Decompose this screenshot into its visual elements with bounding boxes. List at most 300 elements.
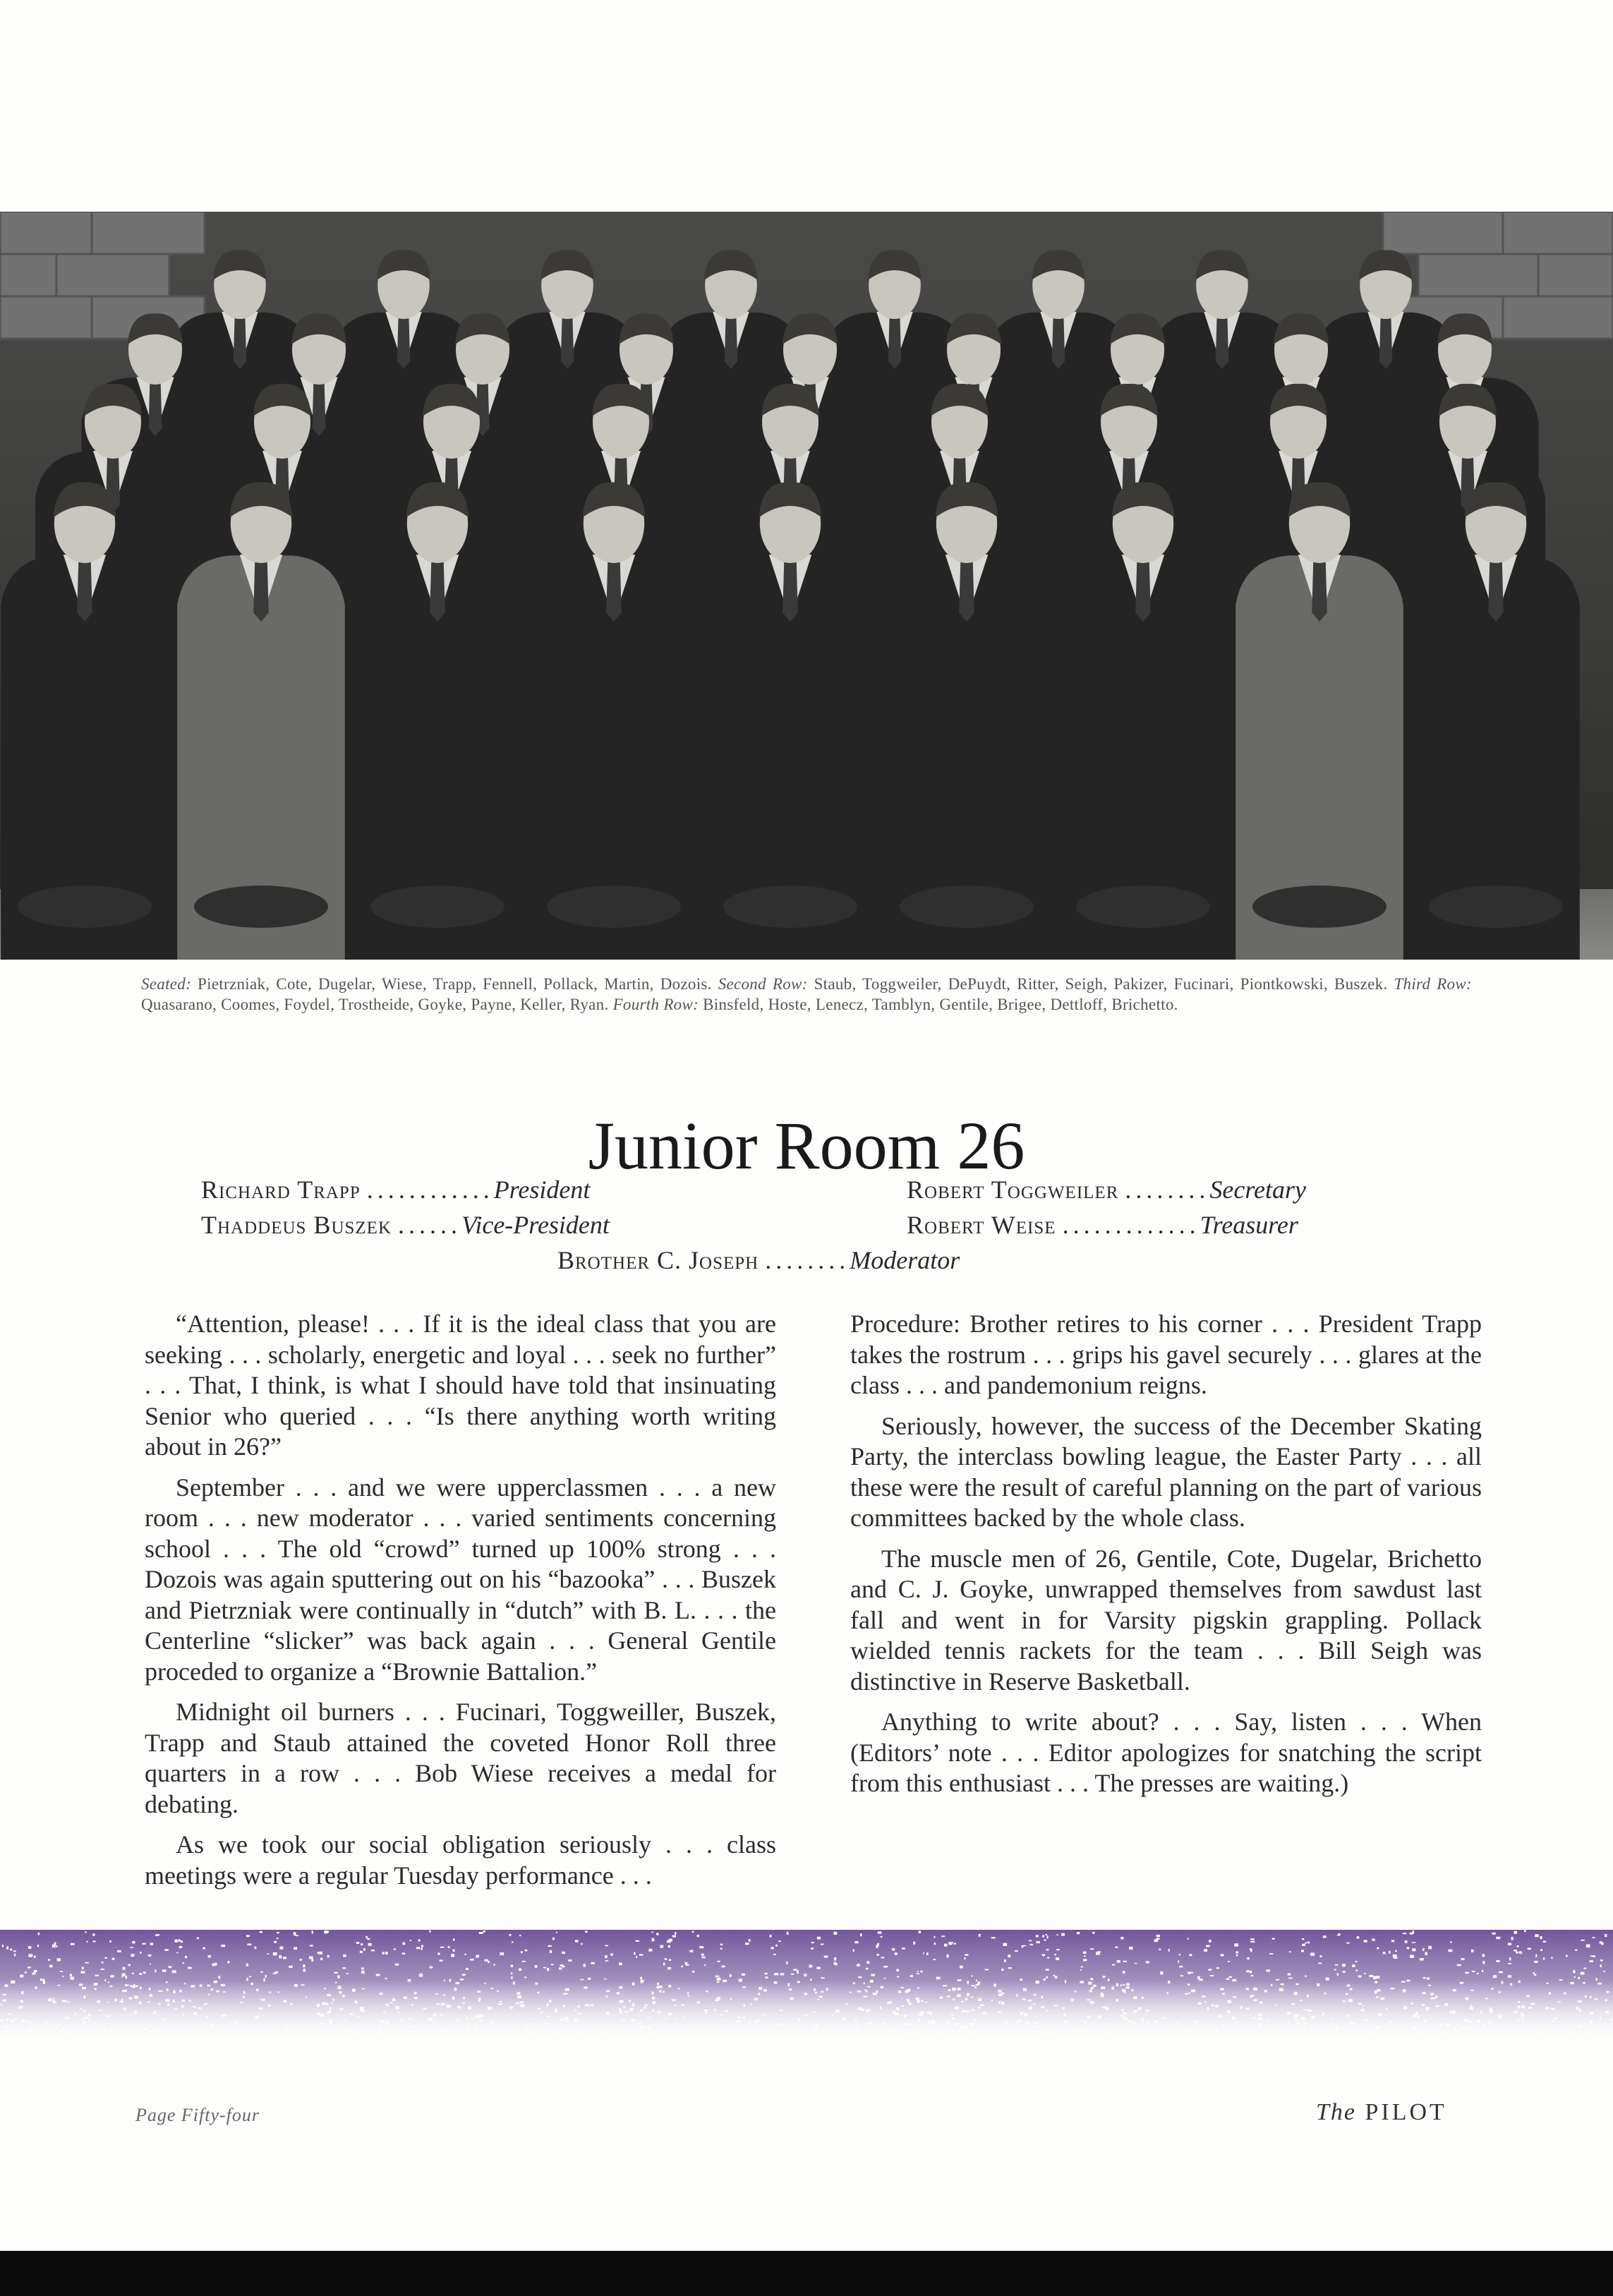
stipple-dot: [652, 1997, 655, 2000]
stipple-dot: [1277, 2030, 1279, 2033]
stipple-dot: [83, 2010, 85, 2012]
stipple-dot: [636, 1956, 637, 1958]
stipple-dot: [835, 1963, 838, 1966]
stipple-dot: [516, 2002, 519, 2004]
stipple-dot: [555, 2011, 557, 2014]
stipple-dot: [920, 2012, 924, 2014]
stipple-dot: [883, 2039, 887, 2041]
stipple-dot: [476, 1955, 479, 1958]
stipple-dot: [1128, 2020, 1132, 2022]
stipple-dot: [181, 1940, 183, 1942]
stipple-dot: [978, 1998, 981, 2001]
stipple-dot: [291, 2003, 293, 2005]
stipple-dot: [81, 1971, 85, 1974]
stipple-dot: [1543, 1941, 1547, 1942]
stipple-dot: [165, 1999, 169, 2002]
stipple-dot: [717, 1981, 720, 1983]
stipple-dot: [665, 1958, 667, 1959]
stipple-dot: [172, 1971, 176, 1974]
stipple-dot: [418, 1940, 421, 1942]
stipple-dot: [980, 2005, 984, 2006]
stipple-dot: [1240, 2006, 1243, 2009]
stipple-dot: [214, 1981, 217, 1983]
stipple-dot: [352, 1989, 356, 1992]
stipple-dot: [636, 1940, 639, 1942]
stipple-dot: [1570, 1982, 1573, 1984]
stipple-dot: [971, 1996, 973, 1998]
stipple-dot: [401, 2029, 404, 2032]
stipple-dot: [1358, 1976, 1362, 1978]
stipple-dot: [191, 1985, 195, 1987]
stipple-dot: [1574, 1976, 1576, 1978]
stipple-dot: [1056, 1949, 1060, 1950]
stipple-dot: [1323, 1935, 1327, 1938]
stipple-dot: [71, 1943, 75, 1945]
page-title: Junior Room 26: [588, 1108, 1025, 1184]
stipple-dot: [1427, 1978, 1430, 1980]
stipple-dot: [1607, 1991, 1609, 1993]
stipple-dot: [1578, 2025, 1582, 2028]
stipple-dot: [1538, 2033, 1541, 2035]
stipple-dot: [1064, 2021, 1068, 2023]
stipple-dot: [787, 1932, 789, 1935]
stipple-dot: [606, 1995, 608, 1997]
stipple-dot: [1056, 1934, 1058, 1935]
stipple-dot: [546, 2004, 549, 2007]
stipple-dot: [1090, 1978, 1093, 1981]
stipple-dot: [119, 2001, 123, 2002]
student-knees: [18, 886, 152, 928]
stipple-dot: [1358, 2003, 1361, 2005]
stipple-dot: [216, 1990, 219, 1993]
stipple-dot: [265, 1975, 267, 1978]
stipple-dot: [306, 1996, 307, 1998]
stipple-dot: [1394, 1957, 1397, 1959]
stipple-dot: [703, 2010, 708, 2011]
stipple-dot: [95, 1975, 99, 1976]
stipple-dot: [1083, 2031, 1087, 2033]
stipple-dot: [274, 2040, 277, 2043]
stipple-dot: [1262, 2029, 1265, 2031]
stipple-dot: [1287, 2022, 1289, 2025]
stipple-dot: [189, 2000, 191, 2002]
stipple-dot: [394, 1949, 396, 1950]
stipple-dot: [560, 2042, 564, 2043]
stipple-dot: [543, 2034, 545, 2036]
stipple-dot: [853, 1982, 855, 1983]
stipple-dot: [1188, 1993, 1190, 1995]
stipple-dot: [864, 1982, 865, 1984]
stipple-dot: [1243, 2038, 1246, 2041]
stipple-dot: [283, 1957, 286, 1959]
stipple-dot: [1585, 1995, 1586, 1998]
stipple-dot: [108, 1981, 109, 1983]
stipple-dot: [1602, 2038, 1603, 2040]
stipple-dot: [1072, 2029, 1076, 2031]
stipple-dot: [383, 2041, 386, 2043]
stipple-dot: [1091, 2041, 1092, 2043]
stipple-dot: [193, 2006, 196, 2007]
stipple-dot: [842, 2017, 846, 2020]
stipple-dot: [303, 1969, 306, 1971]
stipple-dot: [325, 2036, 328, 2038]
stipple-dot: [335, 1982, 337, 1983]
stipple-dot: [774, 1973, 778, 1975]
stipple-dot: [1509, 1957, 1511, 1961]
stipple-dot: [185, 1956, 187, 1958]
stipple-dot: [717, 1978, 721, 1981]
stipple-dot: [493, 1964, 495, 1965]
stipple-dot: [572, 2025, 574, 2027]
stipple-dot: [131, 2031, 132, 2034]
stipple-dot: [1498, 2015, 1502, 2018]
stipple-dot: [478, 1998, 481, 2000]
stipple-dot: [1259, 2001, 1262, 2004]
stipple-dot: [943, 1985, 947, 1986]
stipple-dot: [1573, 1970, 1575, 1973]
stipple-dot: [793, 1969, 797, 1971]
stipple-dot: [1106, 2023, 1108, 2024]
stipple-dot: [931, 2020, 935, 2023]
stipple-dot: [630, 2008, 634, 2011]
stipple-dot: [982, 2012, 986, 2014]
stipple-dot: [1250, 1948, 1252, 1950]
stipple-dot: [6, 1947, 8, 1950]
stipple-dot: [854, 1941, 858, 1943]
stipple-dot: [1495, 2042, 1497, 2043]
decorative-stipple-band: [0, 1930, 1613, 2043]
stipple-dot: [14, 2018, 17, 2019]
stipple-dot: [668, 1945, 670, 1948]
stipple-dot: [909, 2002, 911, 2005]
stipple-dot: [337, 1986, 341, 1989]
stipple-dot: [48, 2033, 52, 2035]
stipple-dot: [1294, 1992, 1298, 1995]
stipple-dot: [566, 2019, 569, 2021]
stipple-dot: [1120, 2015, 1123, 2017]
stipple-dot: [624, 2011, 629, 2012]
stipple-dot: [451, 1954, 454, 1957]
stipple-dot: [1439, 2024, 1443, 2026]
stipple-dot: [1581, 1972, 1585, 1975]
stipple-dot: [1411, 2026, 1413, 2028]
stipple-dot: [763, 2014, 766, 2015]
stipple-dot: [100, 1969, 104, 1970]
stipple-dot: [1168, 2031, 1170, 2033]
stipple-dot: [669, 1939, 672, 1942]
stipple-dot: [672, 1935, 676, 1938]
stipple-dot: [1482, 2024, 1485, 2026]
stipple-dot: [132, 2034, 134, 2037]
stipple-dot: [1606, 2011, 1609, 2014]
stipple-dot: [395, 2006, 399, 2010]
stipple-dot: [1289, 1952, 1291, 1953]
stipple-dot: [1234, 2022, 1238, 2023]
stipple-dot: [1348, 1999, 1353, 2002]
stipple-dot: [32, 2029, 34, 2031]
stipple-dot: [64, 2031, 66, 2034]
stipple-dot: [1482, 1954, 1485, 1957]
stipple-dot: [1180, 1975, 1184, 1976]
stipple-dot: [758, 2029, 761, 2031]
stipple-dot: [1190, 2027, 1191, 2029]
stipple-dot: [6, 2025, 8, 2028]
stipple-dot: [576, 2036, 579, 2038]
stipple-dot: [704, 1964, 706, 1966]
stipple-dot: [324, 1931, 327, 1933]
stipple-dot: [61, 2028, 64, 2030]
stipple-dot: [1439, 2042, 1442, 2043]
stipple-dot: [414, 1992, 417, 1995]
stipple-dot: [564, 1993, 568, 1995]
stipple-dot: [329, 2022, 332, 2024]
stipple-dot: [907, 1989, 911, 1992]
stipple-dot: [273, 1952, 277, 1955]
stipple-dot: [1210, 1975, 1214, 1976]
stipple-dot: [512, 1941, 513, 1943]
stipple-dot: [1117, 1960, 1120, 1963]
stipple-dot: [940, 1997, 943, 1999]
stipple-dot: [1084, 1956, 1086, 1957]
stipple-dot: [1081, 1966, 1084, 1968]
stipple-dot: [195, 2024, 197, 2025]
stipple-dot: [951, 2014, 954, 2016]
stipple-dot: [1055, 1976, 1057, 1978]
stipple-dot: [97, 2000, 100, 2002]
stipple-dot: [893, 2029, 896, 2031]
leader-dots: .............: [1062, 1211, 1200, 1239]
stipple-dot: [260, 2039, 262, 2041]
stipple-dot: [1549, 1992, 1551, 1995]
stipple-dot: [479, 2015, 483, 2018]
stipple-dot: [902, 1947, 905, 1949]
stipple-dot: [1508, 1975, 1511, 1978]
stipple-dot: [742, 1986, 745, 1988]
stipple-dot: [0, 2019, 4, 2022]
stipple-dot: [631, 2019, 635, 2022]
stipple-dot: [139, 1973, 142, 1975]
stipple-dot: [410, 1940, 411, 1941]
stipple-dot: [1540, 1949, 1542, 1951]
stipple-dot: [1337, 1974, 1339, 1976]
stipple-dot: [1118, 2023, 1120, 2025]
stipple-dot: [1470, 1990, 1473, 1991]
stipple-dot: [355, 2000, 356, 2003]
stipple-dot: [143, 1971, 146, 1974]
stipple-dot: [1135, 2024, 1140, 2026]
student-knees: [723, 886, 857, 928]
stipple-dot: [1046, 2032, 1050, 2035]
stipple-dot: [1168, 1949, 1170, 1952]
caption-seated-names: Pietrzniak, Cote, Dugelar, Wiese, Trapp, Fennell, Pollack, Martin, Dozois.: [198, 975, 712, 993]
stipple-dot: [795, 2028, 797, 2030]
stipple-dot: [836, 2038, 840, 2040]
stipple-dot: [21, 1991, 24, 1994]
stipple-dot: [1188, 1938, 1189, 1940]
stipple-dot: [863, 1996, 867, 1998]
stipple-dot: [1198, 2002, 1202, 2005]
stipple-dot: [1389, 1951, 1390, 1954]
stipple-dot: [998, 2002, 1001, 2004]
stipple-dot: [1135, 1963, 1137, 1964]
stipple-dot: [1063, 2014, 1065, 2016]
stipple-dot: [256, 1989, 258, 1992]
stipple-dot: [15, 2033, 18, 2035]
stipple-dot: [198, 2030, 201, 2032]
stipple-dot: [1307, 1995, 1309, 1998]
stipple-dot: [14, 1954, 16, 1957]
stipple-dot: [437, 1953, 440, 1955]
stipple-dot: [1120, 1937, 1123, 1940]
stipple-dot: [1037, 2036, 1041, 2037]
stipple-dot: [1295, 1983, 1298, 1985]
stipple-dot: [366, 1936, 367, 1938]
stipple-dot: [1426, 2008, 1429, 2011]
stipple-dot: [1375, 1990, 1377, 1993]
stipple-dot: [1466, 2027, 1468, 2030]
stipple-dot: [548, 1945, 552, 1947]
stipple-dot: [121, 1976, 123, 1978]
stipple-dot: [57, 1985, 60, 1986]
stipple-dot: [1517, 1945, 1519, 1947]
stipple-dot: [1578, 2000, 1581, 2002]
stipple-dot: [739, 2030, 742, 2033]
stipple-dot: [1413, 1931, 1415, 1933]
stipple-dot: [581, 1943, 582, 1945]
stipple-dot: [327, 1994, 331, 1996]
stipple-dot: [1343, 2000, 1346, 2002]
stipple-dot: [1578, 1977, 1580, 1979]
stipple-dot: [813, 2012, 816, 2013]
stipple-dot: [1403, 1933, 1406, 1934]
stipple-dot: [960, 2025, 962, 2027]
stipple-dot: [893, 2011, 895, 2014]
stipple-dot: [1101, 1986, 1105, 1989]
caption-second-names: Staub, Toggweiler, DePuydt, Ritter, Seigh, Pakizer, Fucinari, Piontkowski, Buszek.: [814, 975, 1388, 993]
stipple-dot: [444, 1980, 445, 1981]
stipple-dot: [129, 1998, 133, 2000]
stipple-dot: [255, 2016, 259, 2019]
stipple-dot: [184, 1983, 186, 1985]
stipple-dot: [878, 1931, 882, 1933]
stipple-dot: [1502, 1981, 1504, 1984]
stipple-dot: [474, 2028, 476, 2031]
stipple-dot: [1454, 2036, 1457, 2038]
stipple-dot: [123, 2007, 126, 2010]
stipple-dot: [124, 1990, 127, 1993]
stipple-dot: [1485, 1998, 1487, 1999]
stipple-dot: [965, 1998, 968, 2001]
stipple-dot: [1514, 2012, 1518, 2013]
stipple-dot: [269, 1992, 271, 1993]
page-number: Page Fifty-four: [135, 2105, 260, 2125]
stipple-dot: [1146, 2010, 1149, 2012]
stipple-dot: [1202, 1995, 1205, 1998]
stipple-dot: [1258, 2034, 1259, 2036]
stipple-dot: [1518, 2031, 1522, 2033]
scan-edge-bar: [0, 2251, 1613, 2296]
stipple-dot: [100, 2037, 104, 2038]
stipple-dot: [1586, 1945, 1590, 1948]
stipple-dot: [1126, 1986, 1130, 1988]
stipple-dot: [6, 2040, 8, 2043]
stipple-dot: [1311, 2025, 1312, 2027]
stipple-dot: [687, 2031, 689, 2034]
stipple-dot: [1499, 1971, 1503, 1974]
stipple-dot: [1116, 1983, 1118, 1986]
stipple-dot: [133, 1984, 135, 1987]
stipple-dot: [1163, 2017, 1166, 2019]
stipple-dot: [389, 2002, 393, 2004]
stipple-dot: [1590, 1960, 1593, 1962]
stipple-dot: [193, 2012, 197, 2015]
stipple-dot: [207, 1985, 210, 1987]
stipple-dot: [1101, 1993, 1104, 1996]
stipple-dot: [1256, 1989, 1258, 1990]
stipple-dot: [1234, 1943, 1238, 1946]
stipple-dot: [1083, 2022, 1087, 2024]
stipple-dot: [255, 1947, 257, 1949]
stipple-dot: [246, 1978, 248, 1981]
stipple-dot: [1046, 1934, 1047, 1935]
stipple-dot: [52, 1945, 55, 1947]
stipple-dot: [957, 1988, 960, 1990]
stipple-dot: [936, 1977, 941, 1980]
stipple-dot: [1376, 2026, 1379, 2029]
stipple-dot: [70, 1974, 72, 1976]
stipple-dot: [279, 1955, 282, 1958]
stipple-dot: [435, 1993, 439, 1995]
stipple-dot: [343, 1954, 346, 1957]
stipple-dot: [132, 1973, 134, 1974]
stipple-dot: [548, 2031, 550, 2032]
stipple-dot: [106, 2016, 110, 2017]
stipple-dot: [456, 1982, 460, 1984]
stipple-dot: [385, 1978, 387, 1979]
article-paragraph: September . . . and we were upperclassmen . . . a new room . . . new moderator . . . varied sentiments concerning school . . . The old “crowd” turned up 100% strong . . . Dozois was again sputtering out on his “bazooka” . . . Buszek and Pietrzniak were continually in “dutch” with B. L. . . . the Centerline “slicker” was back again . . . General Gentile proceded to organize a “Brownie Battalion.”: [145, 1473, 776, 1686]
stipple-dot: [1348, 2028, 1350, 2029]
stipple-dot: [164, 1949, 168, 1951]
stipple-dot: [52, 2000, 55, 2003]
stipple-dot: [396, 2026, 398, 2029]
stipple-dot: [836, 2010, 840, 2013]
stipple-dot: [497, 2034, 500, 2036]
stipple-dot: [1423, 1977, 1426, 1978]
stipple-dot: [1126, 1983, 1130, 1986]
stipple-dot: [1600, 1941, 1602, 1943]
stipple-dot: [1518, 2034, 1521, 2036]
stipple-dot: [644, 2007, 646, 2009]
stipple-dot: [907, 1999, 910, 2002]
stipple-dot: [694, 2034, 696, 2036]
stipple-dot: [1386, 2008, 1387, 2010]
stipple-dot: [413, 2034, 418, 2036]
stipple-dot: [227, 1961, 229, 1964]
stipple-dot: [1244, 2034, 1245, 2035]
stipple-dot: [697, 2002, 700, 2004]
stipple-dot: [1250, 1995, 1255, 1996]
stipple-dot: [1355, 1961, 1358, 1962]
stipple-dot: [620, 2000, 624, 2003]
stipple-dot: [28, 1946, 32, 1949]
stipple-dot: [962, 2034, 965, 2036]
stipple-dot: [376, 1974, 380, 1976]
stipple-dot: [156, 2036, 158, 2039]
stipple-dot: [1046, 1976, 1048, 1978]
stipple-dot: [52, 1998, 55, 2000]
stipple-dot: [294, 1984, 298, 1987]
stipple-dot: [205, 2017, 207, 2019]
